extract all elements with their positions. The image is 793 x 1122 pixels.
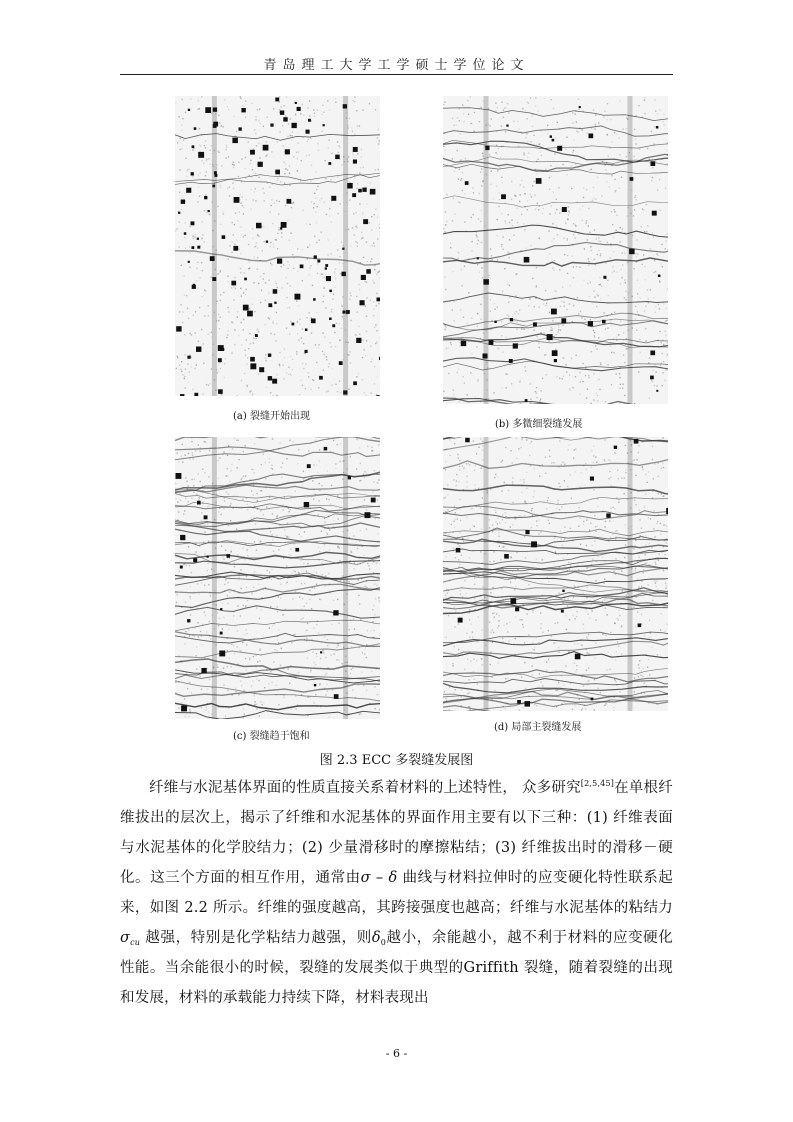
delta-symbol: δ xyxy=(371,930,381,946)
crack-texture xyxy=(175,437,380,719)
page-number: - 6 - xyxy=(385,1047,408,1060)
header-rule xyxy=(120,74,673,75)
para-text-2: 在单根纤维拔出的层次上，揭示了纤维和水泥基体的界面作用主要有以下三种：(1) 纤维表面与水泥基体的化学胶结力；(2) 少量滑移时的摩擦粘结；(3) 纤维拔出时的滑移－硬化。这三个方面的相互作用，通常由 xyxy=(120,780,673,886)
body-paragraph xyxy=(120,773,673,1013)
figure-a-caption: (a) 裂缝开始出现 xyxy=(233,411,310,422)
para-text-3: 曲线与材料拉伸时的应变硬化特性联系起来，如图 2.2 所示。纤维的强度越高，其跨接强度也越高；纤维与水泥基体的粘结力 xyxy=(120,870,673,916)
figure-b-image xyxy=(443,96,668,404)
delta-subscript: 0 xyxy=(380,938,387,947)
para-text-4: 越强，特别是化学粘结力越强，则 xyxy=(140,930,372,946)
figure-a-image xyxy=(175,96,380,396)
header-title: 青岛理工大学工学硕士学位论文 xyxy=(263,58,530,73)
figure-c-image xyxy=(175,437,380,719)
sigma-symbol: σ xyxy=(120,930,131,946)
para-text-1: 纤维与水泥基体界面的性质直接关系着材料的上述特性， 众多研究 xyxy=(149,780,581,796)
sigma-delta-symbol: σ – δ xyxy=(360,870,398,886)
figure-d-image xyxy=(443,437,668,711)
figure-c-caption: (c) 裂缝趋于饱和 xyxy=(233,731,310,742)
crack-texture xyxy=(443,96,668,404)
para-text-5: 越小，余能越小，越不利于材料的应变硬化性能。当余能很小的时候，裂缝的发展类似于典型的Griffith 裂缝，随着裂缝的出现和发展，材料的承载能力持续下降，材料表现出 xyxy=(120,930,673,1006)
figure-caption: 图 2.3 ECC 多裂缝发展图 xyxy=(319,753,474,768)
crack-texture xyxy=(443,437,668,711)
sigma-subscript: cu xyxy=(130,938,141,947)
figure-d-caption: (d) 局部主裂缝发展 xyxy=(494,722,582,733)
figure-b-caption: (b) 多微细裂缝发展 xyxy=(495,419,583,430)
crack-texture xyxy=(175,96,380,396)
citation: [2,5,45] xyxy=(580,779,615,788)
